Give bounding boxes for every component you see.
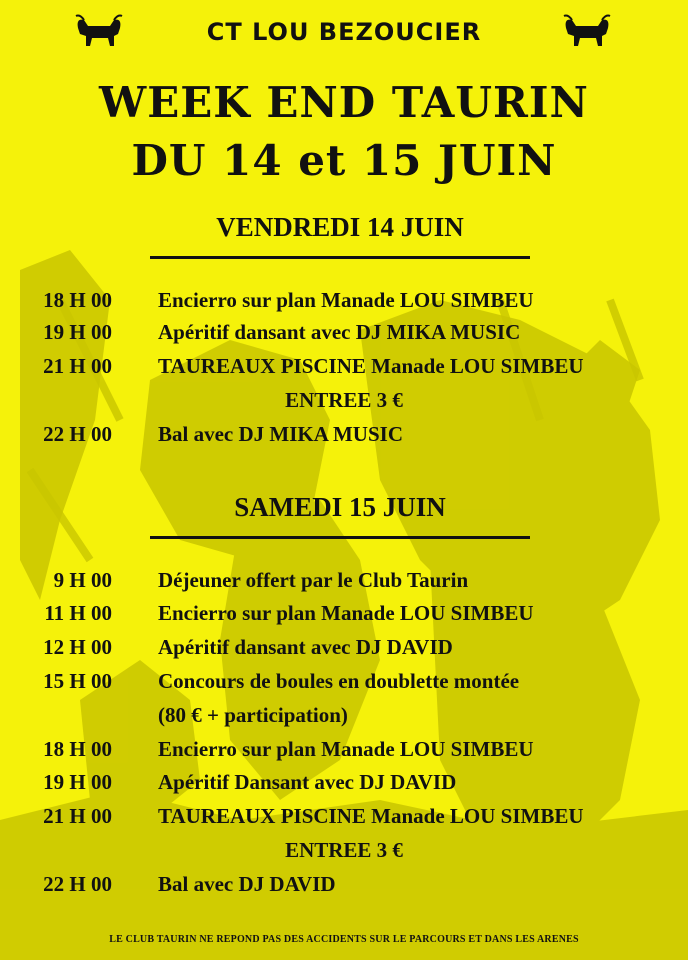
header (0, 10, 688, 54)
schedule-row (0, 422, 688, 452)
event-time: 18 H 00 (43, 288, 112, 312)
bull-icon (562, 12, 612, 52)
boules-entry-fee: (80 € + participation) (158, 703, 348, 727)
event-description: Bal avec DJ MIKA MUSIC (158, 422, 403, 446)
footer-disclaimer: LE CLUB TAURIN NE REPOND PAS DES ACCIDENTS SUR LE PARCOURS ET DANS LES ARENES (109, 934, 579, 945)
event-time: 21 H 00 (43, 354, 112, 378)
event-description: Concours de boules en doublette montée (158, 669, 520, 693)
event-description: Encierro sur plan Manade LOU SIMBEU (158, 288, 534, 312)
event-time: 21 H 00 (43, 804, 112, 828)
schedule-row (0, 669, 688, 699)
event-description: Apéritif Dansant avec DJ DAVID (158, 770, 457, 794)
friday-divider (150, 256, 530, 259)
saturday-entry-price: ENTREE 3 € (285, 838, 403, 862)
event-time: 19 H 00 (43, 770, 112, 794)
schedule-row (0, 568, 688, 598)
schedule-row (0, 770, 688, 800)
event-time: 11 H 00 (44, 601, 112, 625)
schedule-row (0, 804, 688, 834)
club-name: CT LOU BEZOUCIER (206, 18, 482, 46)
event-time: 15 H 00 (43, 669, 112, 693)
event-description: TAUREAUX PISCINE Manade LOU SIMBEU (158, 804, 584, 828)
schedule-row (0, 320, 688, 350)
friday-entry-price: ENTREE 3 € (285, 388, 403, 412)
event-description: Apéritif dansant avec DJ MIKA MUSIC (158, 320, 521, 344)
event-description: Bal avec DJ DAVID (158, 872, 336, 896)
friday-heading: VENDREDI 14 JUIN (216, 212, 464, 242)
saturday-heading: SAMEDI 15 JUIN (234, 492, 446, 522)
event-title: WEEK END TAURIN (99, 78, 589, 127)
event-time: 22 H 00 (43, 422, 112, 446)
schedule-row (0, 635, 688, 665)
event-time: 12 H 00 (43, 635, 112, 659)
schedule-row (0, 601, 688, 631)
event-description: TAUREAUX PISCINE Manade LOU SIMBEU (158, 354, 584, 378)
event-description: Encierro sur plan Manade LOU SIMBEU (158, 601, 534, 625)
schedule-row (0, 288, 688, 318)
event-description: Encierro sur plan Manade LOU SIMBEU (158, 737, 534, 761)
event-description: Apéritif dansant avec DJ DAVID (158, 635, 453, 659)
saturday-divider (150, 536, 530, 539)
event-time: 18 H 00 (43, 737, 112, 761)
event-dates: DU 14 et 15 JUIN (131, 136, 557, 185)
event-time: 19 H 00 (43, 320, 112, 344)
schedule-row (0, 737, 688, 767)
event-time: 9 H 00 (53, 568, 112, 592)
event-time: 22 H 00 (43, 872, 112, 896)
event-description: Déjeuner offert par le Club Taurin (158, 568, 469, 592)
schedule-row (0, 872, 688, 902)
schedule-row (0, 354, 688, 384)
